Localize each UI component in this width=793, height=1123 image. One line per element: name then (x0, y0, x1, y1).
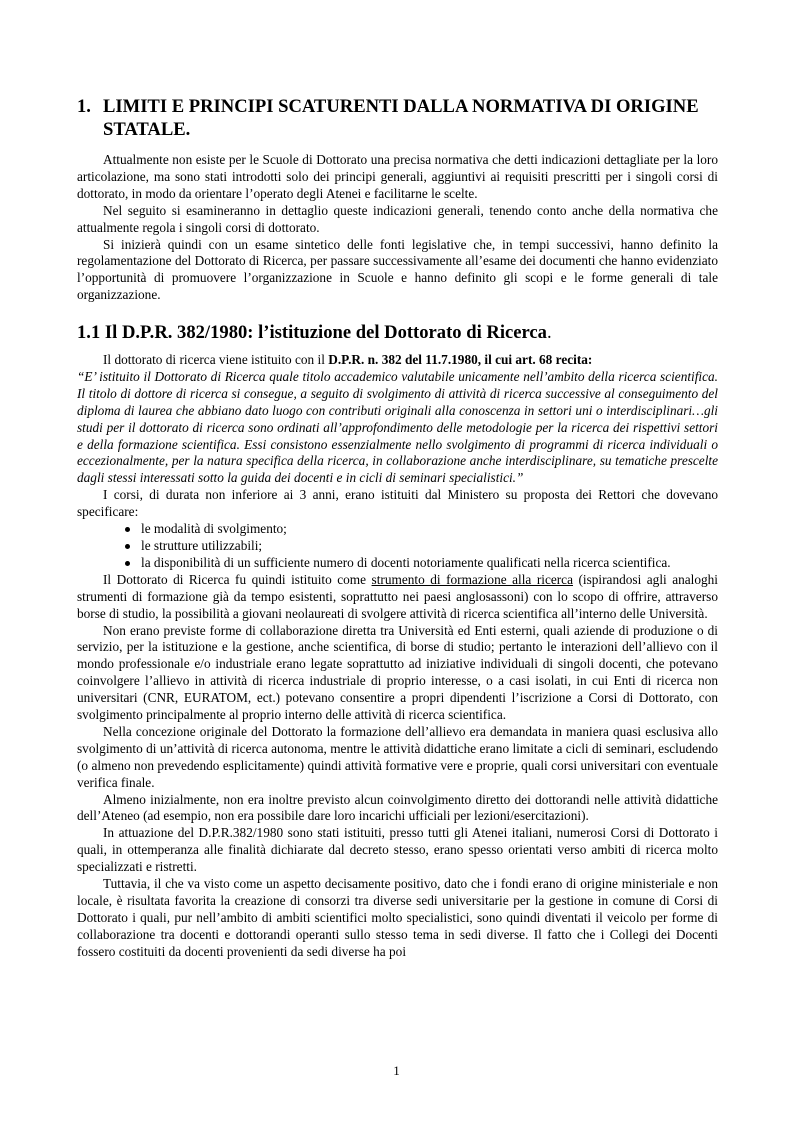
list-item: le strutture utilizzabili; (77, 538, 718, 555)
intro-paragraph-2: Nel seguito si esamineranno in dettaglio queste indicazioni generali, tenendo conto anche della normativa che attualmente regola i singoli corsi di dottorato. (77, 202, 718, 235)
paragraph-almeno: Almeno inizialmente, non era inoltre previsto alcun coinvolgimento diretto dei dottorandi nelle attività didattiche dell’Ateneo (ad esempio, non era possibile dare loro incarichi ufficiali per lezioni/esercitazioni). (77, 791, 718, 824)
section-1-1-title: 1.1 Il D.P.R. 382/1980: l’istituzione del Dottorato di Ricerca (77, 322, 547, 343)
paragraph-concezione: Nella concezione originale del Dottorato la formazione dell’allievo era demandata in maniera quasi esclusiva allo svolgimento di un’attività di ricerca autonoma, mentre le attività didattiche erano limitate a cicli di seminari, escludendo (o almeno non prevedendo esplicitamente) quindi attività formative vere e proprie, quali corsi universitari con eventuale verifica finale. (77, 723, 718, 790)
lead-text: Il dottorato di ricerca viene istituito con il (103, 352, 329, 367)
strumento-text-pre: Il Dottorato di Ricerca fu quindi istituito come (103, 571, 372, 587)
section-1-1-trailing-period: . (546, 322, 552, 343)
section-1-title: LIMITI E PRINCIPI SCATURENTI DALLA NORMATIVA DI ORIGINE STATALE. (103, 96, 699, 140)
section-1-1-heading (77, 322, 552, 344)
paragraph-non-erano: Non erano previste forme di collaborazione diretta tra Università ed Enti esterni, quali aziende di produzione o di servizio, per la istituzione e la gestione, anche scientifica, di borse di studio; pertanto le interazioni dell’allievo con il mondo professionale e/o industriale erano legate soprattutto ad iniziative individuali di singoli docenti, che potevano coinvolgere l’allievo in attività di ricerca industriale di proprio interesse, o a casi isolati, in cui Enti di ricerca non universitari (CNR, EURATOM, ect.) potevano consentire a propri dipendenti l’iscrizione a Corsi di Dottorato, con svolgimento principalmente al proprio interno delle attività di ricerca scientifica. (77, 622, 718, 723)
list-item: la disponibilità di un sufficiente numero di docenti notoriamente qualificati nella ricerca scientifica. (77, 555, 718, 572)
art-68-quote: “E’ istituito il Dottorato di Ricerca quale titolo accademico valutabile unicamente nell’ambito della ricerca scientifica. Il titolo di dottore di ricerca si consegue, a seguito di svolgimento di attività di ricerca successive al conseguimento del diploma di laurea che abbiano dato luogo con contributi originali alla conoscenza in settori uni o interdisciplinari…gli studi per il dottorato di ricerca sono ordinati all’approfondimento delle metodologie per la ricerca dei rispettivi settori e della formazione scientifica. Essi consistono essenzialmente nello svolgimento di programmi di ricerca individuali o eccezionalmente, per la natura specifica della ricerca, in collaborazione anche interdisciplinare, su tematiche prescelte dagli stessi interessati sotto la guida dei docenti e in cicli di seminari specialistici.” (77, 368, 718, 486)
intro-block (77, 152, 718, 304)
paragraph-corsi: I corsi, di durata non inferiore ai 3 anni, erano istituiti dal Ministero su proposta dei Rettori che dovevano specificare: (77, 487, 718, 520)
paragraph-strumento (77, 572, 718, 623)
body-block (77, 352, 718, 961)
lead-decree-reference: D.P.R. n. 382 del 11.7.1980, il cui art. 68 recita: (328, 352, 593, 367)
intro-paragraph-3: Si inizierà quindi con un esame sintetico delle fonti legislative che, in tempi successivi, hanno definito la regolamentazione del Dottorato di Ricerca, per passare successivamente all’esame dei documenti che hanno evidenziato l’opportunità di promuovere l’organizzazione in Scuole e hanno definito gli scopi e le forme generali di tale organizzazione. (77, 236, 718, 303)
page-number: 1 (393, 1063, 400, 1078)
section-1-number: 1. (77, 96, 91, 117)
intro-paragraph-1: Attualmente non esiste per le Scuole di Dottorato una precisa normativa che detti indicazioni dettagliate per la loro articolazione, ma sono stati introdotti solo dei principi generali, aggiuntivi ai requisiti prescritti per i singoli corsi di dottorato, in modo da orientare l’operato degli Atenei e facilitarne le scelte. (77, 152, 718, 201)
list-item: le modalità di svolgimento; (77, 521, 718, 538)
strumento-text-post: (ispirandosi agli analoghi strumenti di formazione già da tempo esistenti, soprattutto nei paesi anglosassoni) con lo scopo di offrire, attraverso borse di studio, la possibilità a giovani neolaureati di svolgere attività di ricerca scientifica all’interno delle Università. (77, 571, 719, 621)
strumento-underlined: strumento di formazione alla ricerca (371, 571, 573, 587)
paragraph-attuazione: In attuazione del D.P.R.382/1980 sono stati istituiti, presso tutti gli Atenei italiani, numerosi Corsi di Dottorato i quali, in ottemperanza alle finalità dichiarate dal decreto stesso, erano spesso orientati verso ambiti di ricerca molto specializzati e ristretti. (77, 825, 718, 875)
requirements-list (77, 521, 718, 572)
lead-paragraph (77, 352, 718, 369)
section-1-heading (77, 95, 718, 141)
paragraph-tuttavia: Tuttavia, il che va visto come un aspetto decisamente positivo, dato che i fondi erano di origine ministeriale e non locale, è risultata favorita la creazione di consorzi tra diverse sedi universitarie per la gestione in comune di Corsi di Dottorato i quali, pur nell’ambito di ambiti scientifici molto specialistici, sono quindi diventati il veicolo per forme di collaborazione tra docenti e dottorandi operanti sullo stesso tema in sedi diverse. Il fatto che i Collegi dei Docenti fossero costituiti da docenti provenienti da sedi diverse ha poi (77, 876, 718, 959)
